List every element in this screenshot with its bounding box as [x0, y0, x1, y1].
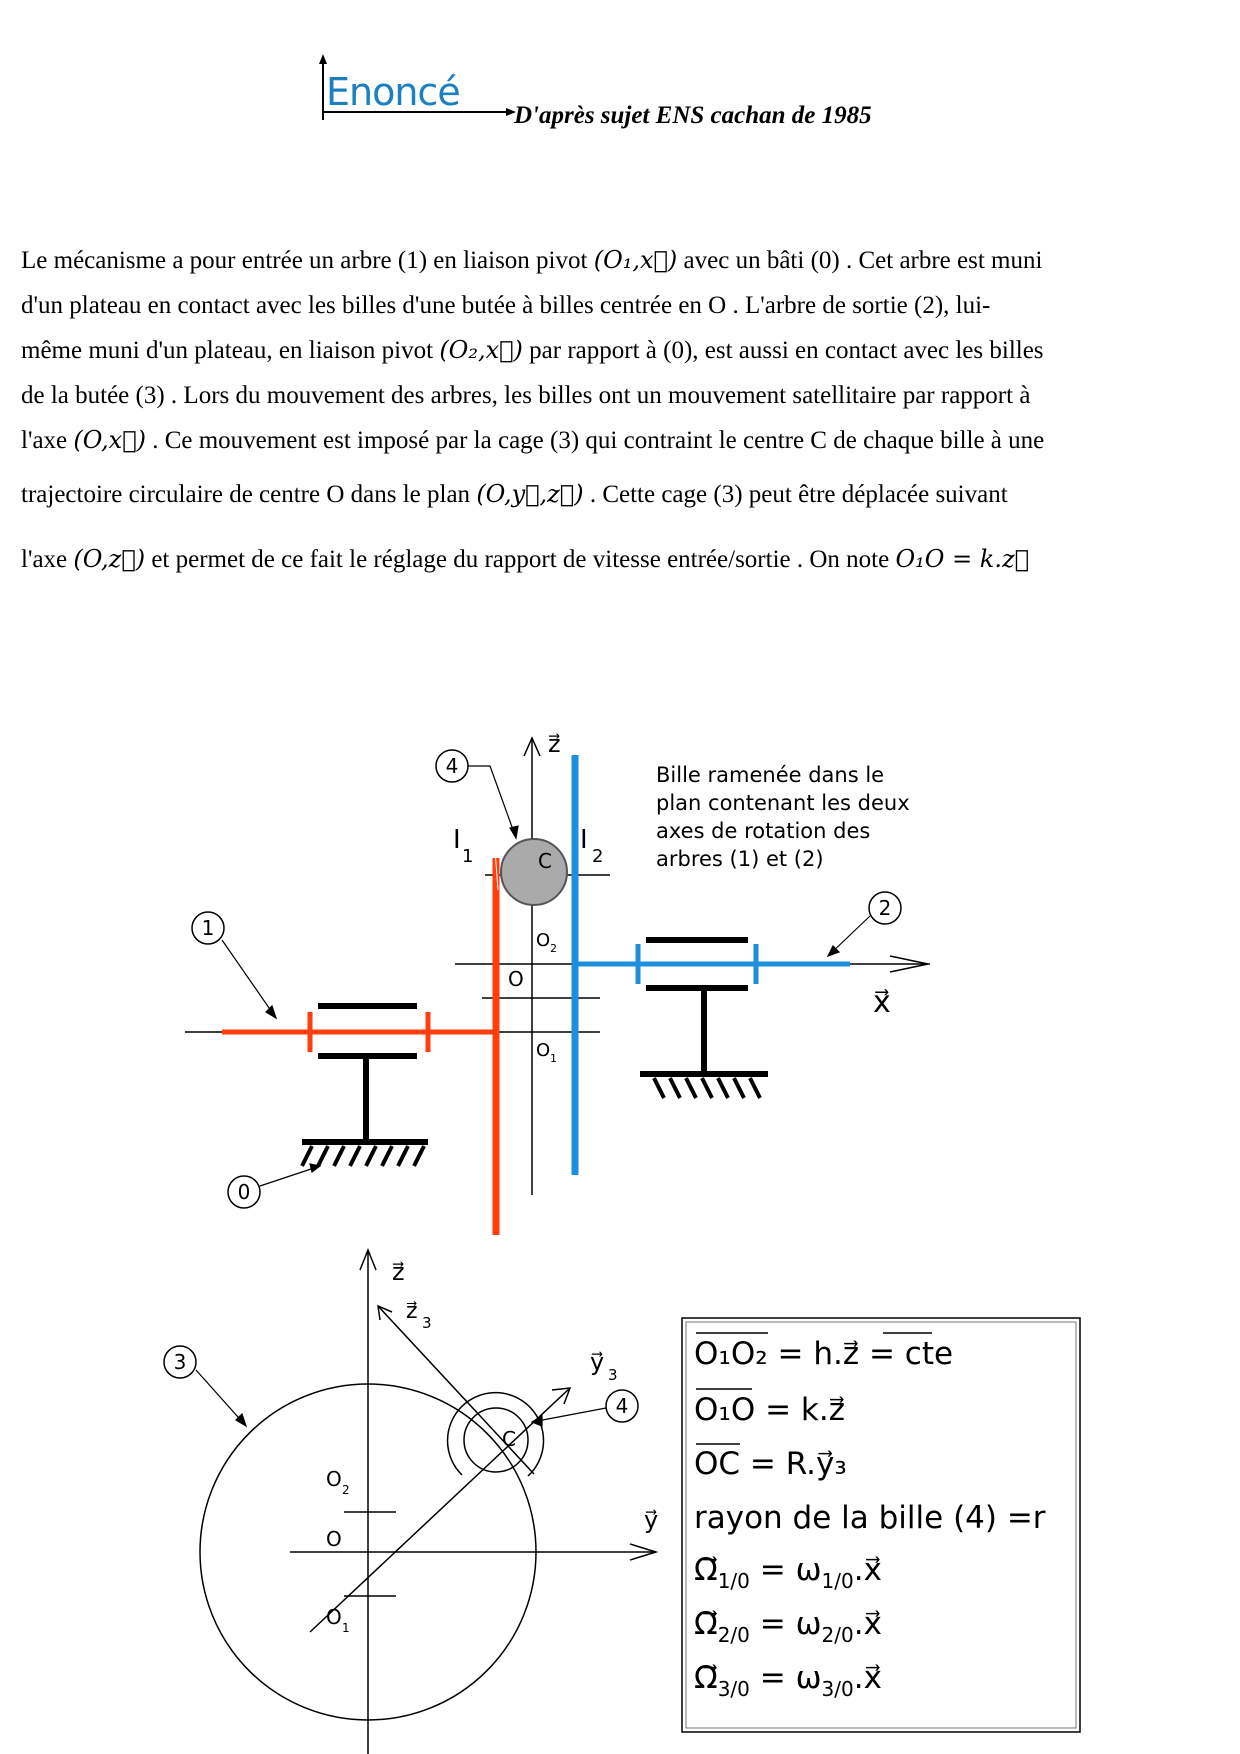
label-z-fig1: z⃗ — [548, 730, 561, 758]
label-c-fig1: C — [538, 849, 552, 873]
label-o2-fig1: O — [536, 930, 551, 951]
svg-text:2: 2 — [878, 896, 892, 920]
svg-text:3: 3 — [608, 1366, 618, 1384]
label-z3: z⃗ — [406, 1299, 418, 1324]
svg-text:2: 2 — [342, 1483, 350, 1497]
label-o-fig1: O — [508, 967, 524, 991]
label-o1-fig1: O — [536, 1040, 551, 1061]
logo-text: Enoncé — [326, 70, 460, 114]
svg-text:2: 2 — [592, 846, 604, 867]
ball-note — [656, 763, 910, 871]
svg-text:plan contenant les deux: plan contenant les deux — [656, 791, 910, 815]
svg-text:arbres (1) et (2): arbres (1) et (2) — [656, 847, 824, 871]
svg-text:axes de rotation des: axes de rotation des — [656, 819, 871, 843]
svg-text:4: 4 — [445, 754, 459, 778]
label-o-fig2: O — [326, 1527, 342, 1551]
label-x-fig1: x⃗ — [873, 985, 891, 1020]
svg-text:1: 1 — [201, 916, 215, 940]
svg-text:O₁O = k.z⃗: O₁O = k.z⃗ — [694, 1392, 845, 1428]
label-y-fig2: y⃗ — [644, 1506, 659, 1534]
svg-text:Bille ramenée dans le: Bille ramenée dans le — [656, 763, 885, 787]
svg-text:2: 2 — [550, 942, 557, 955]
label-o1-fig2: O — [326, 1605, 342, 1629]
label-i1: I — [453, 825, 461, 855]
subtitle: D'après sujet ENS cachan de 1985 — [514, 102, 872, 129]
svg-text:O₁O₂ = h.z⃗ = cte: O₁O₂ = h.z⃗ = cte — [694, 1336, 954, 1372]
label-o2-fig2: O — [326, 1467, 342, 1491]
svg-text:rayon de la bille (4) =r: rayon de la bille (4) =r — [694, 1500, 1046, 1536]
ball-4 — [501, 839, 567, 905]
label-y3: y⃗ — [590, 1348, 605, 1376]
label-c-fig2: C — [502, 1427, 516, 1451]
problem-statement: Le mécanisme a pour entrée un arbre (1) en liaison pivot (O₁,x⃗) avec un bâti (0) . Cet arbre est muni d'un plateau en contact avec les billes d'une butée à billes centrée en O . L'arbre de sortie (2), lui- même muni d'un plateau, en liaison pivot (O₂,x⃗) par rapport à (0), est aussi en contact avec les billes de la butée (3) . Lors du mouvement des arbres, les billes ont un mouvement satellitaire par rapport à l'axe (O,x⃗) . Ce mouvement est imposé par la cage (3) qui contraint le centre C de chaque bille à une trajectoire circulaire de centre O dans le plan (O,y⃗,z⃗) . Cette cage (3) peut être déplacée suivant l'axe (O,z⃗) et permet de ce fait le réglage du rapport de vitesse entrée/sortie . On note O₁O = k.z⃗ — [21, 246, 1045, 573]
svg-text:Ω⃗2/0 = ω2/0.x⃗: $\Omega⃗_{2/0}$ = $\omega_{2/0}.x⃗$ — [694, 1606, 882, 1647]
svg-text:Ω⃗1/0 = ω1/0.x⃗: $\Omega⃗_{1/0}$ = $\omega_{1/0}.x⃗$ — [694, 1552, 882, 1593]
svg-text:OC = R.y⃗₃: OC = R.y⃗₃ — [694, 1446, 847, 1482]
label-i2: I — [580, 825, 588, 855]
svg-text:1: 1 — [462, 846, 474, 867]
svg-text:1: 1 — [550, 1052, 557, 1065]
svg-text:3: 3 — [422, 1314, 432, 1332]
svg-text:Ω⃗3/0 = ω3/0.x⃗: $\Omega⃗_{3/0}$ = $\omega_{3/0}.x⃗$ — [694, 1660, 882, 1701]
svg-text:0: 0 — [237, 1180, 251, 1204]
label-z-fig2: z⃗ — [392, 1258, 405, 1286]
svg-text:4: 4 — [615, 1394, 629, 1418]
svg-text:1: 1 — [342, 1621, 350, 1635]
svg-text:3: 3 — [173, 1350, 187, 1374]
